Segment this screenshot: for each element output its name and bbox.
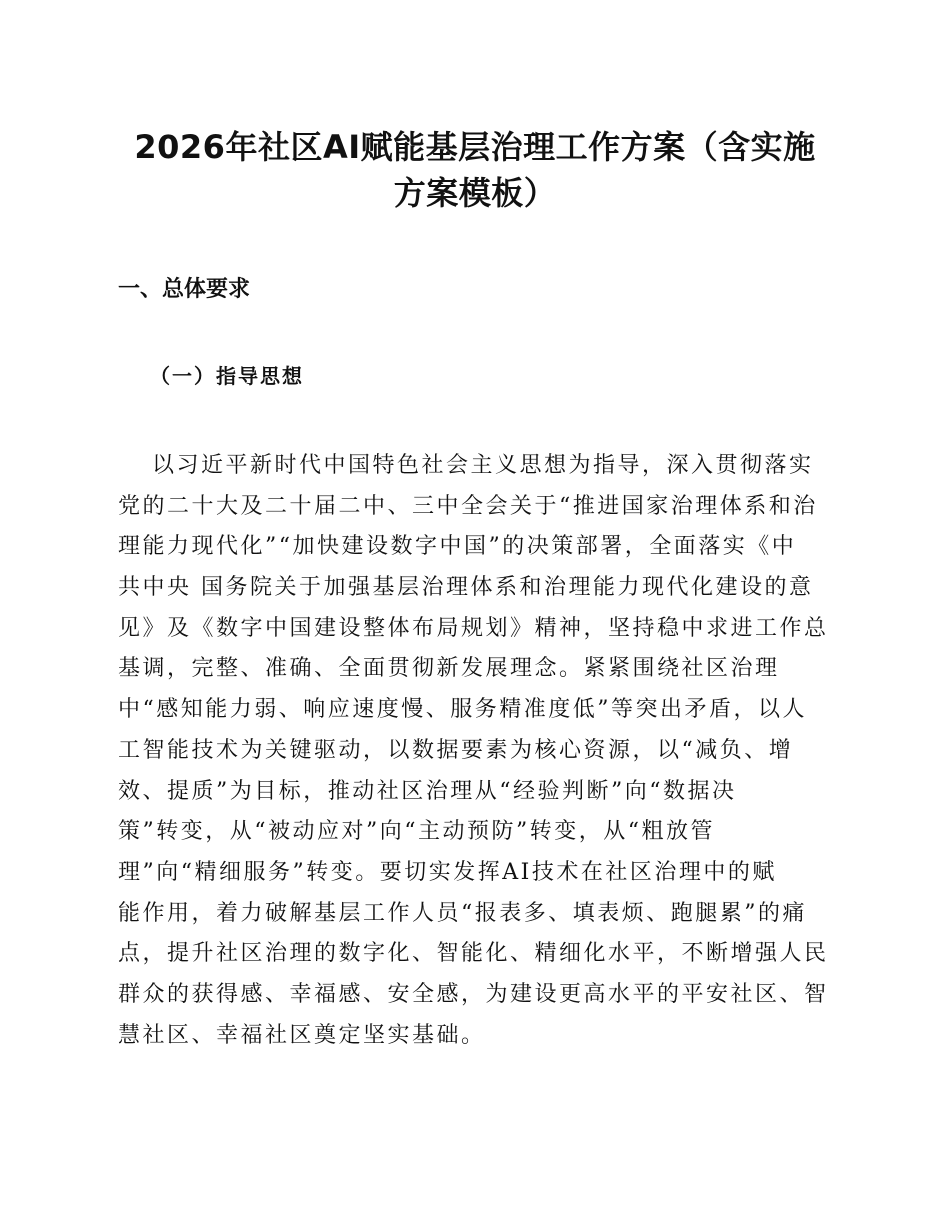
- paragraph-line: 中“感知能力弱、响应速度慢、服务精准度低”等突出矛盾，以人: [118, 697, 807, 723]
- paragraph-line: 慧社区、幸福社区奠定坚实基础。: [118, 1022, 486, 1048]
- section-heading: 一、总体要求: [118, 277, 251, 302]
- paragraph-line: 群众的获得感、幸福感、安全感，为建设更高水平的平安社区、智: [118, 981, 829, 1007]
- paragraph-line: 效、提质”为目标，推动社区治理从“经验判断”向“数据决: [118, 778, 737, 804]
- title-line-2: 方案模板）: [393, 174, 557, 212]
- paragraph-line: 基调，完整、准确、全面贯彻新发展理念。紧紧围绕社区治理: [118, 656, 780, 682]
- paragraph-line: 能作用，着力破解基层工作人员“报表多、填表烦、跑腿累”的痛: [118, 900, 807, 926]
- paragraph-line: 共中央 国务院关于加强基层治理体系和治理能力现代化建设的意: [118, 575, 814, 601]
- body-paragraph: [118, 446, 838, 1056]
- paragraph-line: 工智能技术为关键驱动，以数据要素为核心资源，以“减负、增: [118, 737, 794, 763]
- subsection-heading: （一）指导思想: [150, 364, 304, 388]
- paragraph-line: 理”向“精细服务”转变。要切实发挥AI技术在社区治理中的赋: [118, 859, 777, 885]
- paragraph-line: 策”转变，从“被动应对”向“主动预防”转变，从“粗放管: [118, 819, 715, 845]
- paragraph-line: 理能力现代化”“加快建设数字中国”的决策部署，全面落实《中: [118, 534, 797, 560]
- title-line-1: 2026年社区AI赋能基层治理工作方案（含实施: [134, 128, 816, 166]
- paragraph-line: 点，提升社区治理的数字化、智能化、精细化水平，不断增强人民: [118, 941, 829, 967]
- paragraph-line: 党的二十大及二十届二中、三中全会关于“推进国家治理体系和治: [118, 493, 818, 519]
- document-title: [110, 124, 840, 216]
- paragraph-line: 见》及《数字中国建设整体布局规划》精神，坚持稳中求进工作总: [118, 615, 829, 641]
- paragraph-line: 以习近平新时代中国特色社会主义思想为指导，深入贯彻落实: [152, 453, 814, 478]
